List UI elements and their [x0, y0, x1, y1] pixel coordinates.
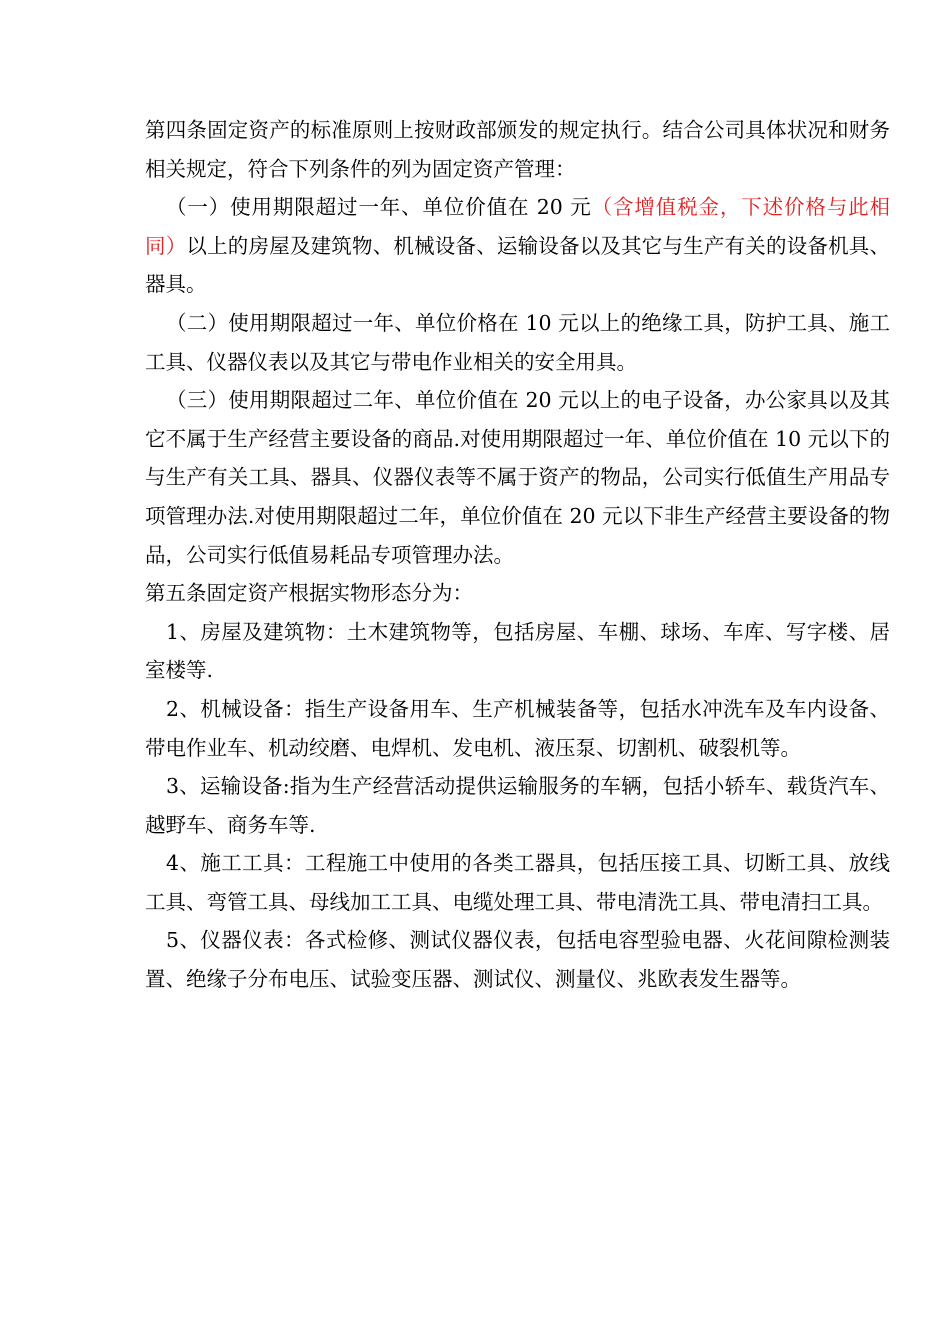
category-2: 2、机械设备：指生产设备用车、生产机械装备等，包括水冲洗车及车内设备、带电作业车、机动绞磨、电焊机、发电机、液压泵、切割机、破裂机等。: [145, 696, 890, 760]
item-3: （三）使用期限超过二年、单位价值在 20 元以上的电子设备，办公家具以及其它不属于生产经营主要设备的商品.对使用期限超过一年、单位价值在 10 元以下的与生产有关工具、器具、仪器仪表等不属于资产的物品，公司实行低值生产用品专项管理办法.对使用期限超过二年，单位价值在 20 元以下非生产经营主要设备的物品，公司实行低值易耗品专项管理办法。: [145, 388, 890, 567]
item-1: [145, 188, 890, 304]
item-2: （二）使用期限超过一年、单位价格在 10 元以上的绝缘工具，防护工具、施工工具、仪器仪表以及其它与带电作业相关的安全用具。: [145, 310, 890, 374]
article4-intro: 第四条固定资产的标准原则上按财政部颁发的规定执行。结合公司具体状况和财务相关规定，符合下列条件的列为固定资产管理：: [145, 118, 890, 181]
document-body: [145, 111, 890, 999]
article5-intro: 第五条固定资产根据实物形态分为：: [145, 581, 473, 606]
item-1-start: （一）使用期限超过一年、单位价值在 20 元: [166, 195, 592, 220]
category-5: 5、仪器仪表：各式检修、测试仪器仪表，包括电容型验电器、火花间隙检测装置、绝缘子分布电压、试验变压器、测试仪、测量仪、兆欧表发生器等。: [145, 928, 890, 992]
category-3: 3、运输设备:指为生产经营活动提供运输服务的车辆，包括小轿车、载货汽车、越野车、商务车等.: [145, 774, 890, 837]
item-1-end: 以上的房屋及建筑物、机械设备、运输设备以及其它与生产有关的设备机具、器具。: [145, 233, 891, 297]
category-4: 4、施工工具：工程施工中使用的各类工器具，包括压接工具、切断工具、放线工具、弯管工具、母线加工工具、电缆处理工具、带电清洗工具、带电清扫工具。: [145, 851, 890, 914]
item-1-red-note: （含增值税金，下述价格与此相同）: [145, 195, 890, 258]
category-1: 1、房屋及建筑物：土木建筑物等，包括房屋、车棚、球场、车库、写字楼、居室楼等.: [145, 619, 890, 683]
